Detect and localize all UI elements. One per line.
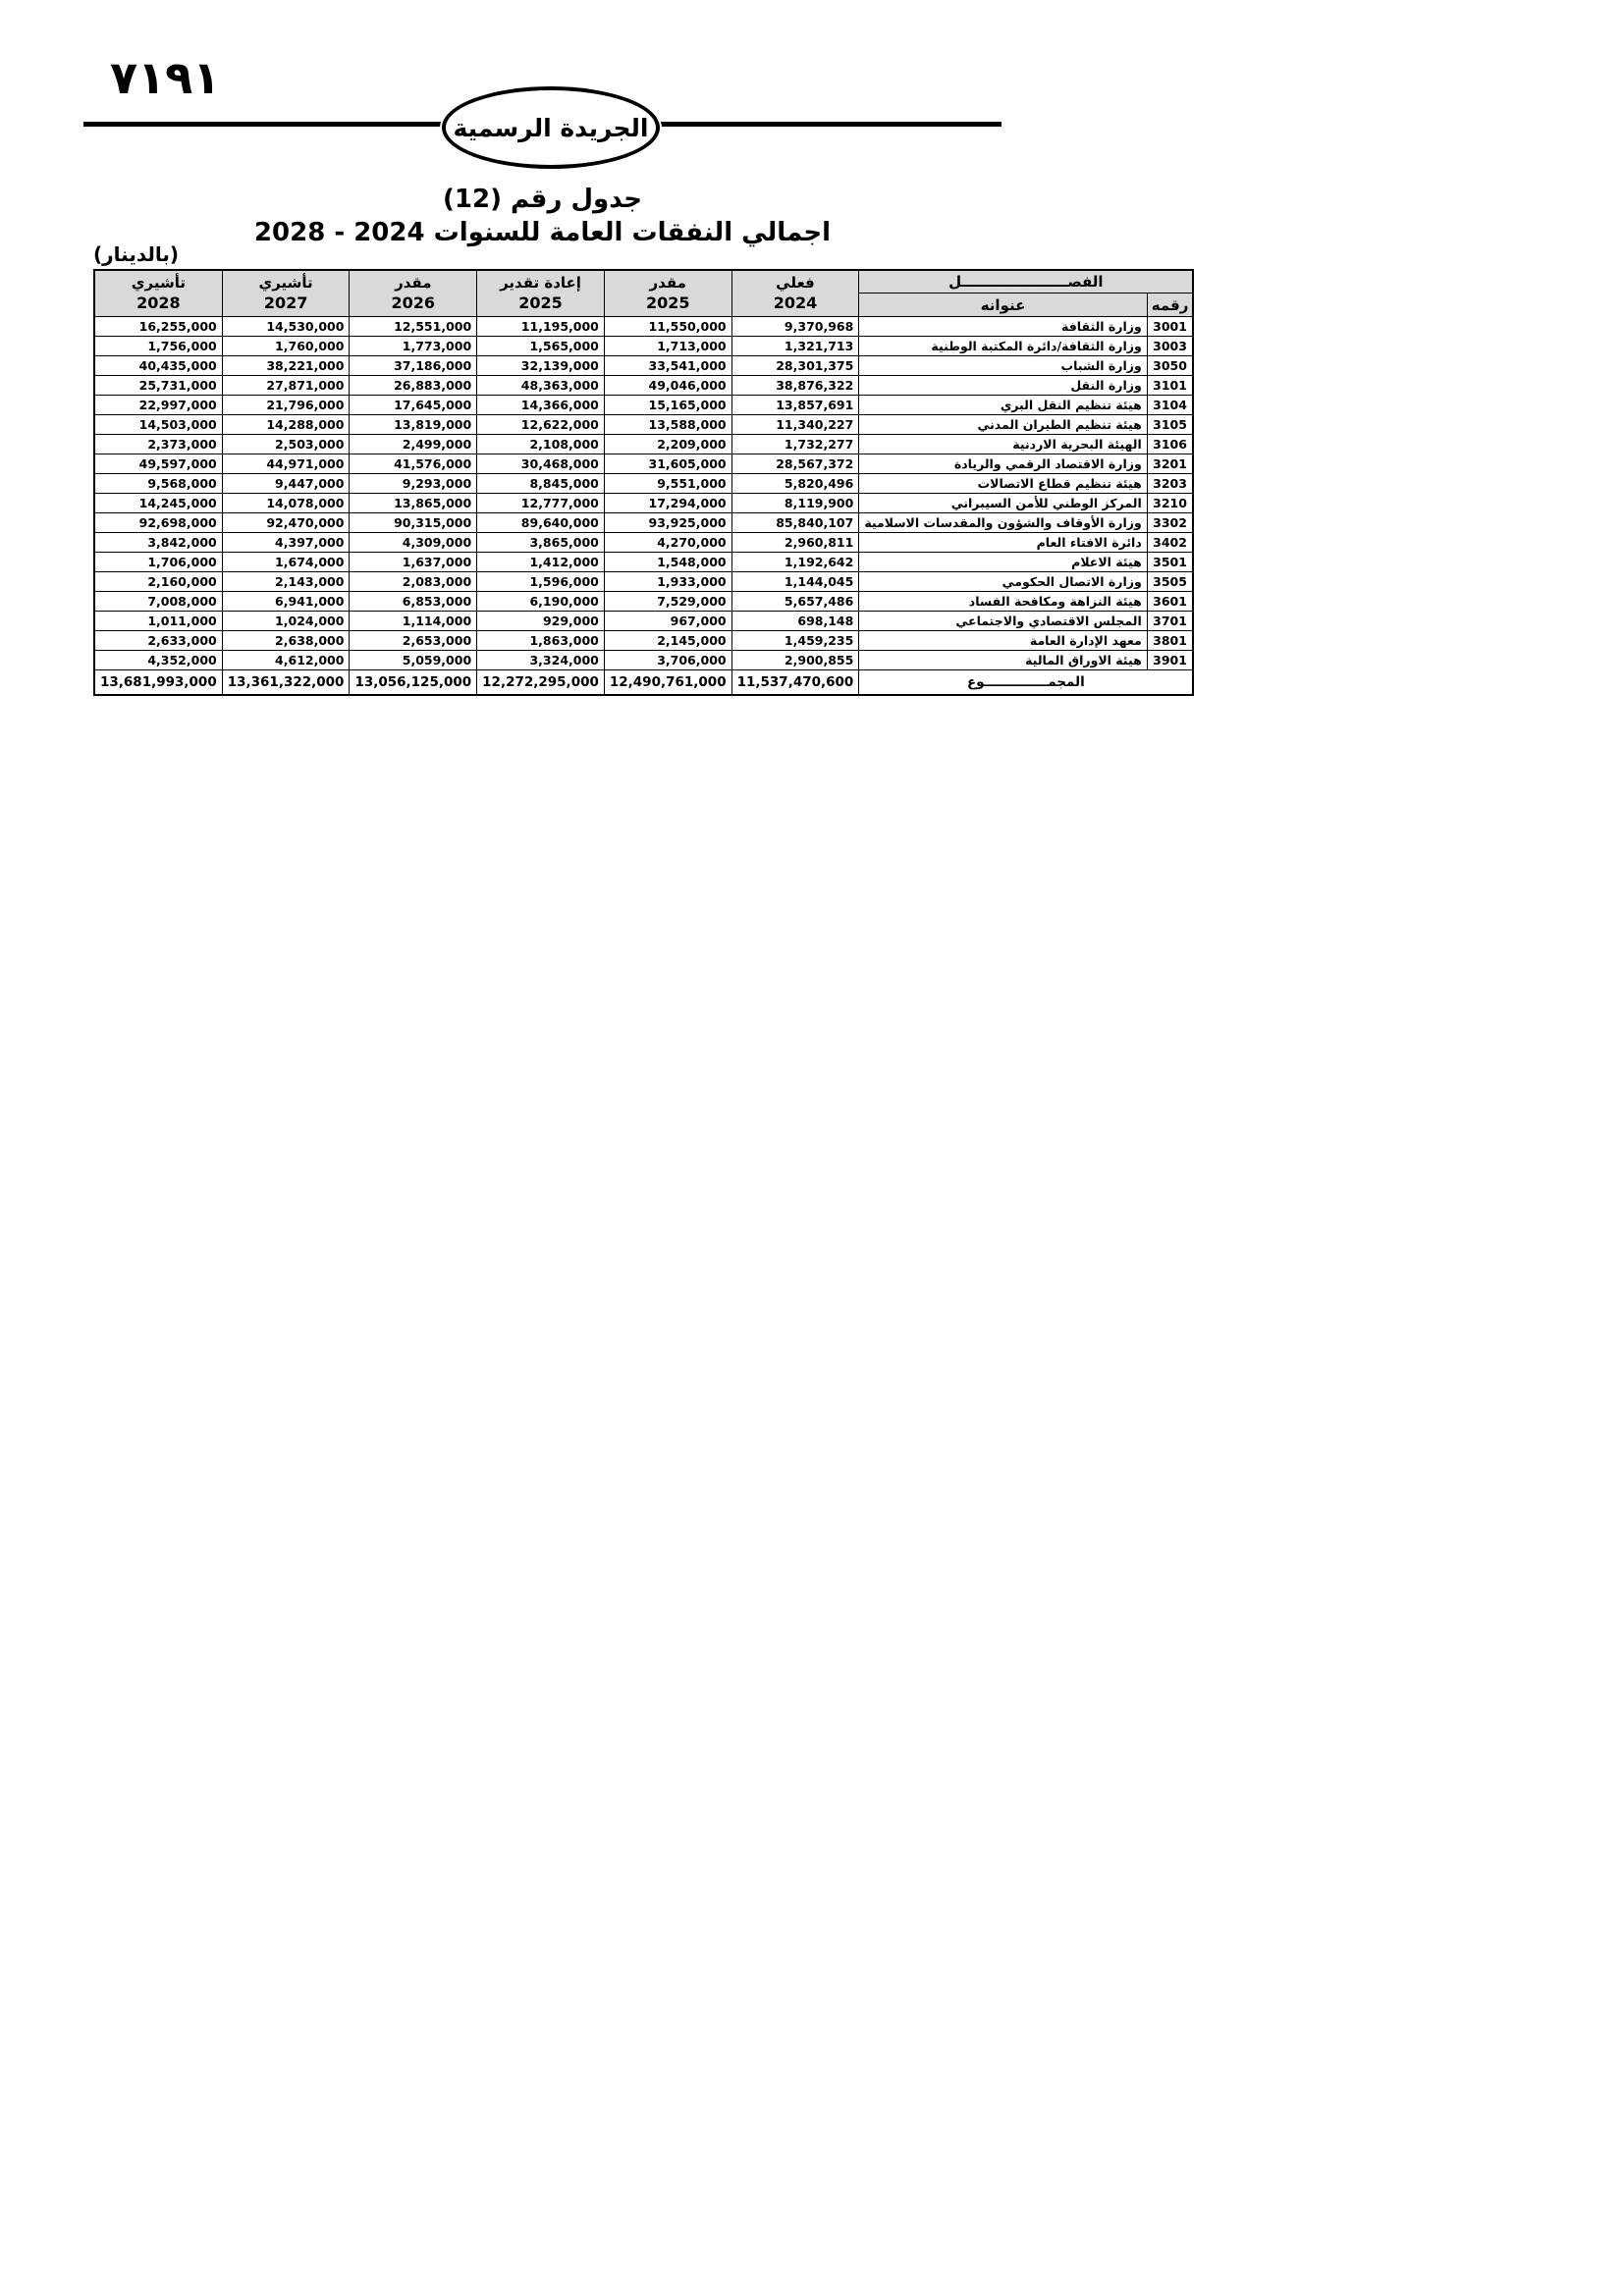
table-row (94, 611, 1193, 630)
row-code: 3302 (1147, 512, 1193, 532)
row-value: 93,925,000 (604, 512, 731, 532)
row-value: 38,221,000 (222, 355, 350, 375)
total-value: 12,490,761,000 (604, 669, 731, 695)
table-row (94, 434, 1193, 454)
row-value: 13,865,000 (350, 493, 477, 512)
row-code: 3003 (1147, 336, 1193, 355)
row-value: 2,653,000 (350, 630, 477, 650)
row-value: 5,657,486 (731, 591, 859, 611)
row-title: هيئة تنظيم النقل البري (859, 395, 1147, 414)
row-code: 3505 (1147, 571, 1193, 591)
row-value: 85,840,107 (731, 512, 859, 532)
row-value: 90,315,000 (350, 512, 477, 532)
row-value: 14,530,000 (222, 316, 350, 336)
table-row (94, 454, 1193, 473)
row-value: 1,933,000 (604, 571, 731, 591)
row-code: 3203 (1147, 473, 1193, 493)
table-body (94, 316, 1193, 669)
row-title: دائرة الافتاء العام (859, 532, 1147, 552)
row-value: 13,819,000 (350, 414, 477, 434)
row-value: 929,000 (477, 611, 605, 630)
row-value: 16,255,000 (94, 316, 222, 336)
row-value: 2,373,000 (94, 434, 222, 454)
gazette-seal (442, 86, 660, 169)
row-value: 2,900,855 (731, 650, 859, 669)
col-type-label: إعادة تقدير (500, 274, 581, 292)
table-number-title: جدول رقم (12) (443, 185, 642, 214)
row-code: 3105 (1147, 414, 1193, 434)
total-value: 13,056,125,000 (350, 669, 477, 695)
row-value: 2,499,000 (350, 434, 477, 454)
row-value: 8,845,000 (477, 473, 605, 493)
row-code: 3050 (1147, 355, 1193, 375)
row-value: 7,529,000 (604, 591, 731, 611)
row-value: 17,645,000 (350, 395, 477, 414)
row-value: 27,871,000 (222, 375, 350, 395)
row-value: 4,309,000 (350, 532, 477, 552)
row-value: 1,321,713 (731, 336, 859, 355)
row-title: المركز الوطني للأمن السيبراني (859, 493, 1147, 512)
row-value: 4,397,000 (222, 532, 350, 552)
row-value: 1,637,000 (350, 552, 477, 571)
row-value: 32,139,000 (477, 355, 605, 375)
row-value: 2,960,811 (731, 532, 859, 552)
row-value: 2,143,000 (222, 571, 350, 591)
row-value: 26,883,000 (350, 375, 477, 395)
row-title: وزارة الثقافة/دائرة المكتبة الوطنية (859, 336, 1147, 355)
row-title: هيئة تنظيم الطيران المدني (859, 414, 1147, 434)
row-value: 17,294,000 (604, 493, 731, 512)
row-value: 6,853,000 (350, 591, 477, 611)
table-row (94, 552, 1193, 571)
total-value: 13,361,322,000 (222, 669, 350, 695)
row-value: 37,186,000 (350, 355, 477, 375)
expenditure-table (93, 269, 1194, 696)
row-value: 5,059,000 (350, 650, 477, 669)
row-value: 14,245,000 (94, 493, 222, 512)
title-column-header: عنوانه (859, 294, 1147, 316)
page-number: ٧١٩١ (110, 51, 221, 104)
table-row (94, 591, 1193, 611)
row-value: 31,605,000 (604, 454, 731, 473)
row-value: 1,548,000 (604, 552, 731, 571)
row-code: 3101 (1147, 375, 1193, 395)
row-value: 12,622,000 (477, 414, 605, 434)
table-header (94, 270, 1193, 316)
row-code: 3501 (1147, 552, 1193, 571)
row-value: 1,596,000 (477, 571, 605, 591)
row-value: 12,551,000 (350, 316, 477, 336)
table-row (94, 650, 1193, 669)
row-value: 9,293,000 (350, 473, 477, 493)
col-year-label: 2025 (645, 294, 690, 313)
row-value: 22,997,000 (94, 395, 222, 414)
col-type-label: مقدر (395, 274, 432, 292)
col-header-indicative-2027 (222, 270, 350, 316)
row-code: 3801 (1147, 630, 1193, 650)
row-value: 92,698,000 (94, 512, 222, 532)
row-value: 8,119,900 (731, 493, 859, 512)
row-title: هيئة النزاهة ومكافحة الفساد (859, 591, 1147, 611)
row-value: 9,447,000 (222, 473, 350, 493)
row-value: 11,550,000 (604, 316, 731, 336)
col-year-label: 2027 (263, 294, 308, 313)
row-value: 92,470,000 (222, 512, 350, 532)
row-value: 1,024,000 (222, 611, 350, 630)
row-value: 11,340,227 (731, 414, 859, 434)
row-value: 33,541,000 (604, 355, 731, 375)
row-value: 1,773,000 (350, 336, 477, 355)
row-title: معهد الإدارة العامة (859, 630, 1147, 650)
row-value: 14,503,000 (94, 414, 222, 434)
table-titles (83, 185, 1001, 247)
row-value: 698,148 (731, 611, 859, 630)
row-value: 1,732,277 (731, 434, 859, 454)
table-row (94, 375, 1193, 395)
total-value: 13,681,993,000 (94, 669, 222, 695)
row-code: 3201 (1147, 454, 1193, 473)
row-value: 2,633,000 (94, 630, 222, 650)
col-header-estimated-2026 (350, 270, 477, 316)
row-title: وزارة الثقافة (859, 316, 1147, 336)
row-value: 38,876,322 (731, 375, 859, 395)
col-header-estimated-2025 (604, 270, 731, 316)
row-title: وزارة النقل (859, 375, 1147, 395)
row-title: هيئة تنظيم قطاع الاتصالات (859, 473, 1147, 493)
table-main-title: اجمالي النفقات العامة للسنوات 2024 - 2028 (253, 218, 832, 247)
row-value: 14,366,000 (477, 395, 605, 414)
table-row (94, 532, 1193, 552)
row-value: 6,941,000 (222, 591, 350, 611)
row-value: 3,706,000 (604, 650, 731, 669)
row-value: 2,503,000 (222, 434, 350, 454)
total-value: 11,537,470,600 (731, 669, 859, 695)
row-value: 5,820,496 (731, 473, 859, 493)
col-header-indicative-2028 (94, 270, 222, 316)
col-type-label: تأشيري (131, 274, 186, 292)
row-value: 2,209,000 (604, 434, 731, 454)
row-code: 3104 (1147, 395, 1193, 414)
row-value: 1,760,000 (222, 336, 350, 355)
row-value: 3,324,000 (477, 650, 605, 669)
row-code: 3601 (1147, 591, 1193, 611)
row-title: وزارة الاقتصاد الرقمي والريادة (859, 454, 1147, 473)
row-title: المجلس الاقتصادي والاجتماعي (859, 611, 1147, 630)
row-value: 2,160,000 (94, 571, 222, 591)
col-year-label: 2024 (773, 294, 818, 313)
row-value: 49,046,000 (604, 375, 731, 395)
row-value: 1,674,000 (222, 552, 350, 571)
row-title: وزارة الأوقاف والشؤون والمقدسات الاسلامية (859, 512, 1147, 532)
row-code: 3901 (1147, 650, 1193, 669)
row-code: 3001 (1147, 316, 1193, 336)
row-value: 1,459,235 (731, 630, 859, 650)
table-row (94, 336, 1193, 355)
row-value: 28,567,372 (731, 454, 859, 473)
row-value: 4,270,000 (604, 532, 731, 552)
row-value: 13,857,691 (731, 395, 859, 414)
table-row (94, 473, 1193, 493)
row-value: 89,640,000 (477, 512, 605, 532)
table-row (94, 395, 1193, 414)
code-column-header: رقمه (1147, 294, 1193, 316)
row-value: 4,352,000 (94, 650, 222, 669)
row-value: 7,008,000 (94, 591, 222, 611)
row-value: 6,190,000 (477, 591, 605, 611)
row-value: 1,011,000 (94, 611, 222, 630)
row-title: وزارة الشباب (859, 355, 1147, 375)
total-label: المجمــــــــــــــوع (859, 669, 1194, 695)
table-row (94, 630, 1193, 650)
col-year-label: 2025 (518, 294, 563, 313)
table-row (94, 512, 1193, 532)
col-header-reestimate-2025 (477, 270, 605, 316)
row-value: 2,638,000 (222, 630, 350, 650)
row-value: 9,568,000 (94, 473, 222, 493)
row-value: 25,731,000 (94, 375, 222, 395)
row-title: هيئة الاوراق المالية (859, 650, 1147, 669)
row-value: 2,083,000 (350, 571, 477, 591)
col-year-label: 2028 (136, 294, 181, 313)
row-value: 1,713,000 (604, 336, 731, 355)
row-code: 3106 (1147, 434, 1193, 454)
row-value: 40,435,000 (94, 355, 222, 375)
row-value: 15,165,000 (604, 395, 731, 414)
col-header-actual-2024 (731, 270, 859, 316)
row-value: 2,108,000 (477, 434, 605, 454)
table-row (94, 355, 1193, 375)
row-value: 44,971,000 (222, 454, 350, 473)
row-value: 49,597,000 (94, 454, 222, 473)
row-value: 1,192,642 (731, 552, 859, 571)
row-title: الهيئة البحرية الاردنية (859, 434, 1147, 454)
row-value: 967,000 (604, 611, 731, 630)
row-value: 3,865,000 (477, 532, 605, 552)
table-row (94, 414, 1193, 434)
row-value: 14,288,000 (222, 414, 350, 434)
col-type-label: مقدر (649, 274, 686, 292)
row-value: 1,412,000 (477, 552, 605, 571)
col-type-label: تأشيري (258, 274, 313, 292)
row-value: 11,195,000 (477, 316, 605, 336)
row-code: 3402 (1147, 532, 1193, 552)
total-value: 12,272,295,000 (477, 669, 605, 695)
row-value: 1,144,045 (731, 571, 859, 591)
row-code: 3701 (1147, 611, 1193, 630)
col-type-label: فعلي (776, 274, 815, 292)
table-row (94, 571, 1193, 591)
row-value: 1,114,000 (350, 611, 477, 630)
row-value: 28,301,375 (731, 355, 859, 375)
chapter-header: الفصـــــــــــــــــــــل (859, 270, 1194, 294)
gazette-name: الجريدة الرسمية (453, 113, 649, 142)
row-value: 3,842,000 (94, 532, 222, 552)
row-value: 4,612,000 (222, 650, 350, 669)
row-value: 21,796,000 (222, 395, 350, 414)
row-value: 9,370,968 (731, 316, 859, 336)
row-value: 13,588,000 (604, 414, 731, 434)
row-title: هيئة الاعلام (859, 552, 1147, 571)
row-value: 2,145,000 (604, 630, 731, 650)
row-value: 1,863,000 (477, 630, 605, 650)
row-value: 41,576,000 (350, 454, 477, 473)
row-title: وزارة الاتصال الحكومي (859, 571, 1147, 591)
col-year-label: 2026 (391, 294, 436, 313)
currency-note: (بالدينار) (93, 242, 180, 266)
table-row (94, 493, 1193, 512)
row-value: 48,363,000 (477, 375, 605, 395)
row-value: 14,078,000 (222, 493, 350, 512)
row-value: 1,706,000 (94, 552, 222, 571)
row-value: 12,777,000 (477, 493, 605, 512)
row-value: 1,756,000 (94, 336, 222, 355)
table-row (94, 316, 1193, 336)
row-value: 30,468,000 (477, 454, 605, 473)
row-value: 9,551,000 (604, 473, 731, 493)
total-row (94, 669, 1193, 695)
row-value: 1,565,000 (477, 336, 605, 355)
row-code: 3210 (1147, 493, 1193, 512)
